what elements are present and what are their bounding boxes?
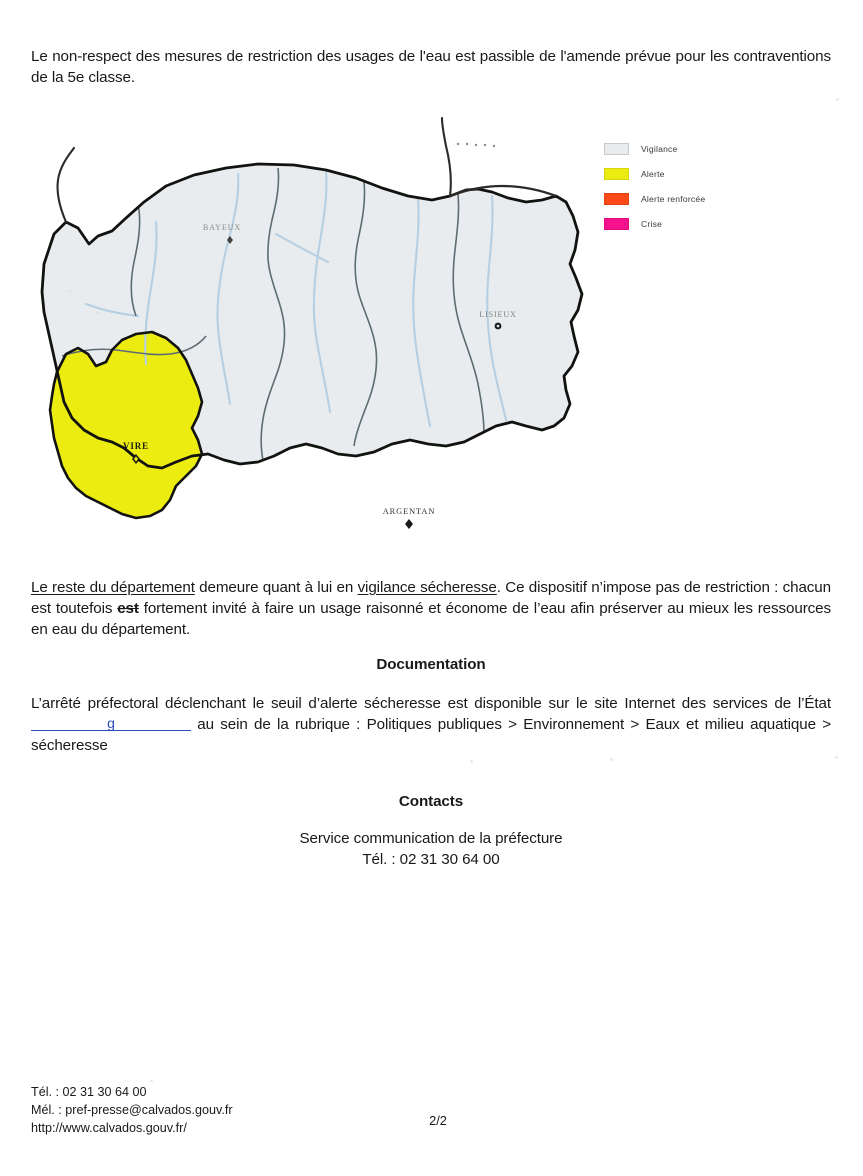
map-city-label-argentan: ARGENTAN — [382, 507, 436, 516]
documentation-website-link[interactable]: g — [31, 715, 191, 731]
legend-label-alerte-renforcee: Alerte renforcée — [641, 193, 706, 204]
documentation-heading: Documentation — [376, 656, 486, 673]
footer-tel: Tél. : 02 31 30 64 00 — [31, 1085, 147, 1099]
body-text-3: fortement invité à faire un usage raisonné et économe de l’eau afin préserver au mieux les ressources en eau du département. — [31, 599, 831, 638]
footer-website[interactable]: http://www.calvados.gouv.fr/ — [31, 1121, 187, 1136]
body-link-vigilance-secheresse: vigilance sécheresse — [357, 579, 497, 596]
legend-label-crise: Crise — [641, 218, 663, 229]
body-link-reste-departement: Le reste du département — [31, 579, 195, 596]
map-zone-alerte-vire — [50, 332, 202, 518]
scan-speck — [470, 760, 473, 763]
documentation-text-after-link: au sein de la rubrique : Politiques publiques > Environnement > Eaux et milieu aquatique > sécheresse — [31, 715, 831, 754]
scan-speck — [836, 98, 839, 101]
legend-item-alerte-renforcee — [604, 186, 734, 211]
scan-speck — [96, 312, 99, 314]
contacts-body — [31, 829, 831, 871]
legend-swatch-vigilance — [604, 143, 629, 155]
contacts-heading: Contacts — [398, 793, 464, 810]
legend-swatch-crise — [604, 218, 629, 230]
scan-speck — [835, 756, 838, 759]
documentation-paragraph — [31, 694, 831, 756]
body-text-1: demeure quant à lui en — [194, 579, 358, 596]
legend-label-alerte: Alerte — [641, 168, 665, 179]
documentation-text-before-link: L’arrêté préfectoral déclenchant le seuil d’alerte sécheresse est disponible sur le site Internet des services de l’État — [31, 695, 831, 712]
footer-mail: Mél. : pref-presse@calvados.gouv.fr — [31, 1103, 233, 1118]
page-footer — [31, 1083, 831, 1137]
legend-swatch-alerte — [604, 168, 629, 180]
body-struck-word: est — [117, 599, 139, 617]
legend-item-vigilance — [604, 136, 734, 161]
contacts-service-line: Service communication de la préfecture — [299, 830, 563, 847]
intro-paragraph: Le non-respect des mesures de restriction des usages de l'eau est passible de l'amende prévue pour les contraventions de la 5e classe. — [31, 48, 831, 86]
legend-item-crise — [604, 211, 734, 236]
drought-status-map — [26, 104, 726, 554]
legend-item-alerte — [604, 161, 734, 186]
legend-label-vigilance: Vigilance — [641, 143, 678, 154]
body-paragraph — [31, 578, 831, 640]
map-estuary-dots — [457, 143, 495, 147]
map-graphic — [26, 104, 596, 554]
scan-speck — [68, 290, 71, 292]
scan-speck — [150, 1080, 153, 1082]
scan-speck — [610, 758, 613, 761]
map-legend — [604, 136, 734, 236]
legend-swatch-alerte-renforcee — [604, 193, 629, 205]
page-number: 2/2 — [429, 1113, 447, 1128]
body-text-2: . Ce dispositif n’impose pas de restriction : chacun est toutefois — [31, 579, 831, 617]
map-city-argentan — [383, 507, 436, 529]
map-city-label-lisieux: LISIEUX — [479, 310, 517, 319]
map-city-label-bayeux: BAYEUX — [202, 223, 242, 232]
map-city-label-vire: VIRE — [122, 441, 150, 451]
contacts-phone-line: Tél. : 02 31 30 64 00 — [362, 850, 500, 868]
